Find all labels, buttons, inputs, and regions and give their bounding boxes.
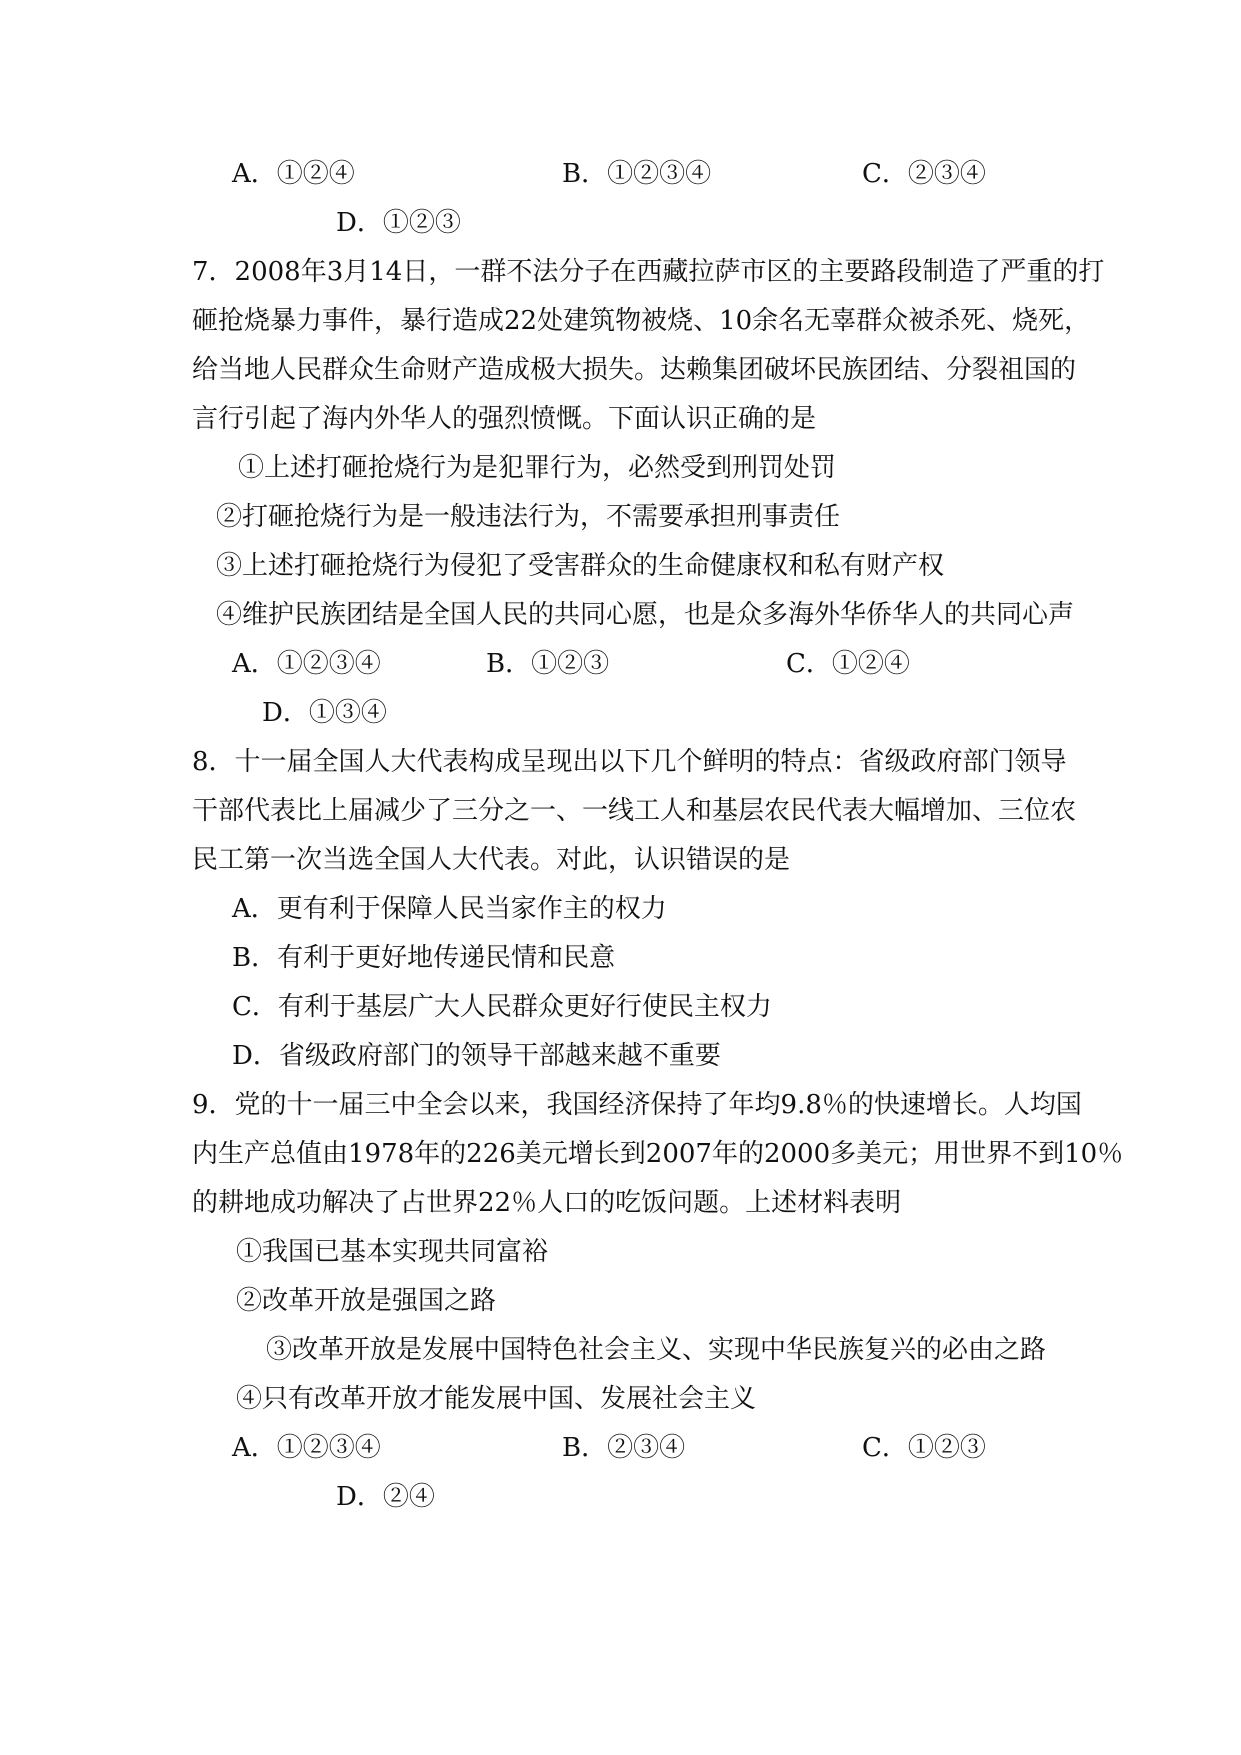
q7-statement-1: ①上述打砸抢烧行为是犯罪行为，必然受到刑罚处罚 (238, 453, 837, 483)
q7-option-a: A．①②③④ (232, 649, 381, 679)
q9-statement-4: ④只有改革开放才能发展中国、发展社会主义 (236, 1384, 757, 1414)
q8-option-c: C．有利于基层广大人民群众更好行使民主权力 (232, 992, 772, 1022)
q7-option-b: B．①②③ (486, 649, 610, 679)
q6-option-c: C．②③④ (862, 159, 986, 189)
q9-statement-2: ②改革开放是强国之路 (236, 1286, 497, 1316)
q9-stem-line-3: 的耕地成功解决了占世界22％人口的吃饭问题。上述材料表明 (192, 1188, 902, 1218)
q9-stem-line-1: 9．党的十一届三中全会以来，我国经济保持了年均9.8％的快速增长。人均国 (192, 1090, 1082, 1120)
q7-statement-4: ④维护民族团结是全国人民的共同心愿，也是众多海外华侨华人的共同心声 (216, 600, 1075, 630)
q8-stem-line-1: 8．十一届全国人大代表构成呈现出以下几个鲜明的特点：省级政府部门领导 (192, 747, 1067, 777)
q8-option-d: D．省级政府部门的领导干部越来越不重要 (232, 1041, 721, 1071)
q6-option-d: D．①②③ (336, 208, 461, 238)
q6-option-b: B．①②③④ (562, 159, 712, 189)
q6-option-a: A．①②④ (232, 159, 355, 189)
q9-stem-line-2: 内生产总值由1978年的226美元增长到2007年的2000多美元；用世界不到10％ (192, 1139, 1124, 1169)
q9-statement-3: ③改革开放是发展中国特色社会主义、实现中华民族复兴的必由之路 (266, 1335, 1047, 1365)
q8-stem-line-3: 民工第一次当选全国人大代表。对此，认识错误的是 (192, 845, 791, 875)
q9-option-c: C．①②③ (862, 1433, 986, 1463)
q7-statement-2: ②打砸抢烧行为是一般违法行为，不需要承担刑事责任 (216, 502, 841, 532)
q7-option-d: D．①③④ (262, 698, 387, 728)
q7-stem-line-1: 7．2008年3月14日，一群不法分子在西藏拉萨市区的主要路段制造了严重的打 (192, 257, 1105, 287)
q7-option-c: C．①②④ (786, 649, 910, 679)
q8-option-a: A．更有利于保障人民当家作主的权力 (232, 894, 667, 924)
q7-stem-line-2: 砸抢烧暴力事件，暴行造成22处建筑物被烧、10余名无辜群众被杀死、烧死， (192, 306, 1091, 336)
q9-statement-1: ①我国已基本实现共同富裕 (236, 1237, 549, 1267)
q8-stem-line-2: 干部代表比上届减少了三分之一、一线工人和基层农民代表大幅增加、三位农 (192, 796, 1077, 826)
q7-statement-3: ③上述打砸抢烧行为侵犯了受害群众的生命健康权和私有财产权 (216, 551, 945, 581)
q9-option-b: B．②③④ (562, 1433, 686, 1463)
q8-option-b: B．有利于更好地传递民情和民意 (232, 943, 616, 973)
q7-stem-line-3: 给当地人民群众生命财产造成极大损失。达赖集团破坏民族团结、分裂祖国的 (192, 355, 1077, 385)
q9-option-d: D．②④ (336, 1482, 435, 1512)
q7-stem-line-4: 言行引起了海内外华人的强烈愤慨。下面认识正确的是 (192, 404, 817, 434)
q9-option-a: A．①②③④ (232, 1433, 381, 1463)
